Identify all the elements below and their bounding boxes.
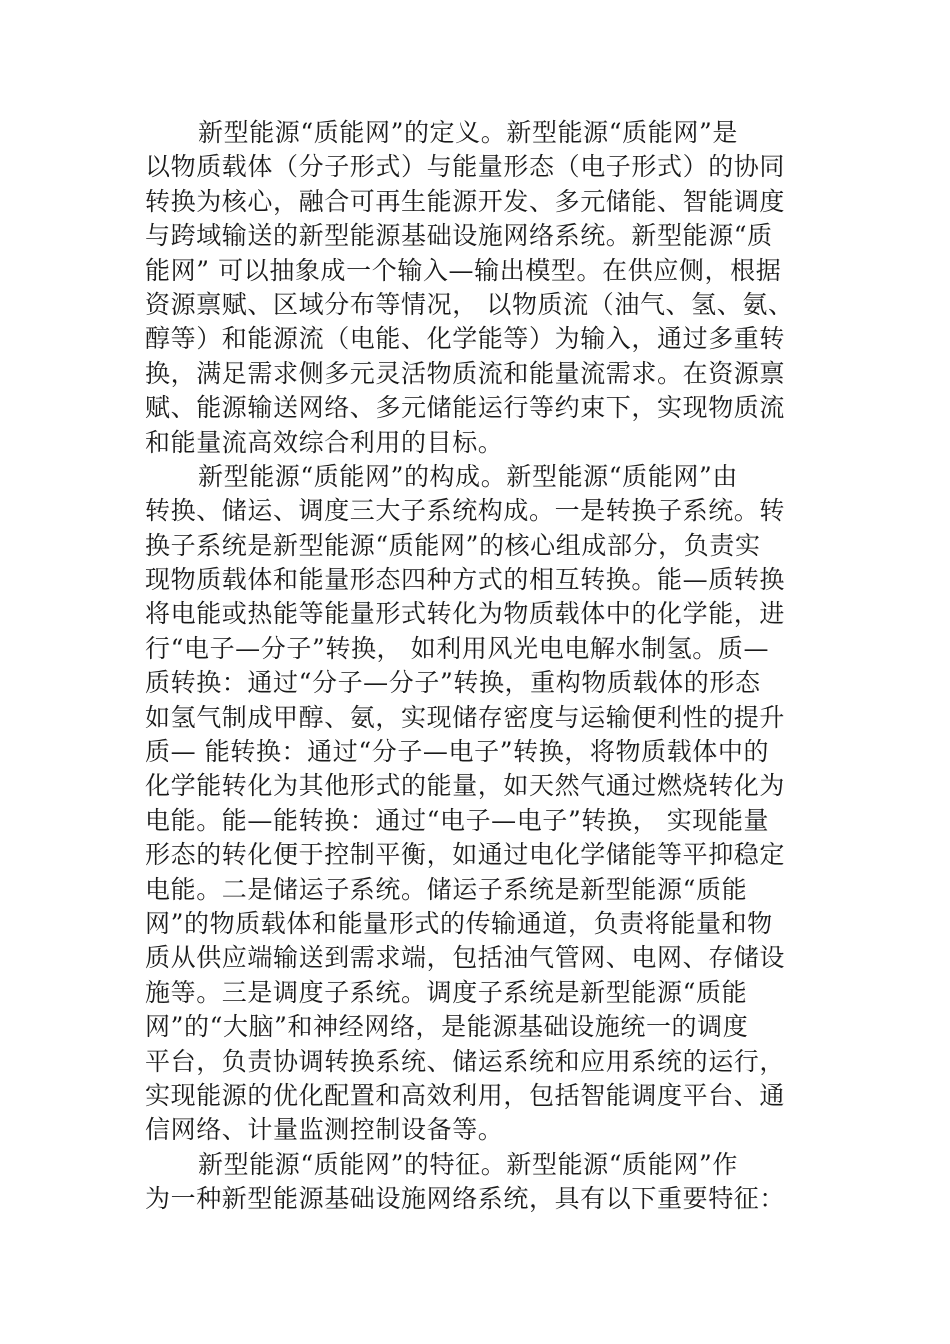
paragraph-2-line-17: 网”的“大脑”和神经网络，是能源基础设施统一的调度 [145,1012,749,1042]
paragraph-1-line-6: 资源禀赋、区域分布等情况， 以物质流（油气、氢、氨、 [145,289,794,319]
paragraph-1-line-5: 能网” 可以抽象成一个输入—输出模型。在供应侧，根据 [145,255,782,285]
paragraph-2-line-10: 化学能转化为其他形式的能量，如天然气通过燃烧转化为 [145,771,786,801]
paragraph-1-line-10: 和能量流高效综合利用的目标。 [145,427,504,457]
paragraph-2-line-18: 平台，负责协调转换系统、储运系统和应用系统的运行， [145,1046,786,1076]
paragraph-1-line-7: 醇等）和能源流（电能、化学能等）为输入，通过多重转 [145,324,786,354]
paragraph-2-line-5: 将电能或热能等能量形式转化为物质载体中的化学能，进 [145,599,786,629]
paragraph-2-line-19: 实现能源的优化配置和高效利用，包括智能调度平台、通 [145,1080,786,1110]
paragraph-2-line-2: 转换、储运、调度三大子系统构成。一是转换子系统。转 [145,496,786,526]
paragraph-1-line-2: 以物质载体（分子形式）与能量形态（电子形式）的协同 [145,152,786,182]
paragraph-2-line-13: 电能。二是储运子系统。储运子系统是新型能源“质能 [145,874,748,904]
paragraph-1-line-1: 新型能源“质能网”的定义。新型能源“质能网”是 [198,118,738,147]
paragraph-2-line-20: 信网络、计量监测控制设备等。 [145,1115,504,1145]
paragraph-2-line-11: 电能。能—能转换：通过“电子—电子”转换， 实现能量 [145,805,770,835]
paragraph-2-line-4: 现物质载体和能量形态四种方式的相互转换。能—质转换 [145,565,786,595]
paragraph-1-line-3: 转换为核心，融合可再生能源开发、多元储能、智能调度 [145,186,786,216]
paragraph-2-line-9: 质— 能转换：通过“分子—电子”转换，将物质载体中的 [145,737,770,767]
paragraph-2-line-12: 形态的转化便于控制平衡，如通过电化学储能等平抑稳定 [145,840,786,870]
paragraph-2-line-15: 质从供应端输送到需求端，包括油气管网、电网、存储设 [145,943,786,973]
document-body [145,116,805,1217]
paragraph-2-line-7: 质转换：通过“分子—分子”转换，重构物质载体的形态 [145,668,761,698]
paragraph-2-line-3: 换子系统是新型能源“质能网”的核心组成部分，负责实 [145,530,761,560]
paragraph-1-line-9: 赋、能源输送网络、多元储能运行等约束下，实现物质流 [145,393,786,423]
paragraph-2-line-1: 新型能源“质能网”的构成。新型能源“质能网”由 [198,461,738,491]
paragraph-1-line-8: 换，满足需求侧多元灵活物质流和能量流需求。在资源禀 [145,358,786,388]
paragraph-2-line-6: 行“电子—分子”转换， 如利用风光电电解水制氢。质— [145,633,770,663]
paragraph-1-line-4: 与跨域输送的新型能源基础设施网络系统。新型能源“质 [145,221,773,251]
paragraph-3-line-2: 为一种新型能源基础设施网络系统，具有以下重要特征： [145,1184,786,1214]
paragraph-3-line-1: 新型能源“质能网”的特征。新型能源“质能网”作 [198,1149,738,1179]
paragraph-2-line-16: 施等。三是调度子系统。调度子系统是新型能源“质能 [145,977,748,1007]
paragraph-2-line-14: 网”的物质载体和能量形式的传输通道，负责将能量和物 [145,908,773,938]
paragraph-2-line-8: 如氢气制成甲醇、氨，实现储存密度与运输便利性的提升 [145,702,786,732]
